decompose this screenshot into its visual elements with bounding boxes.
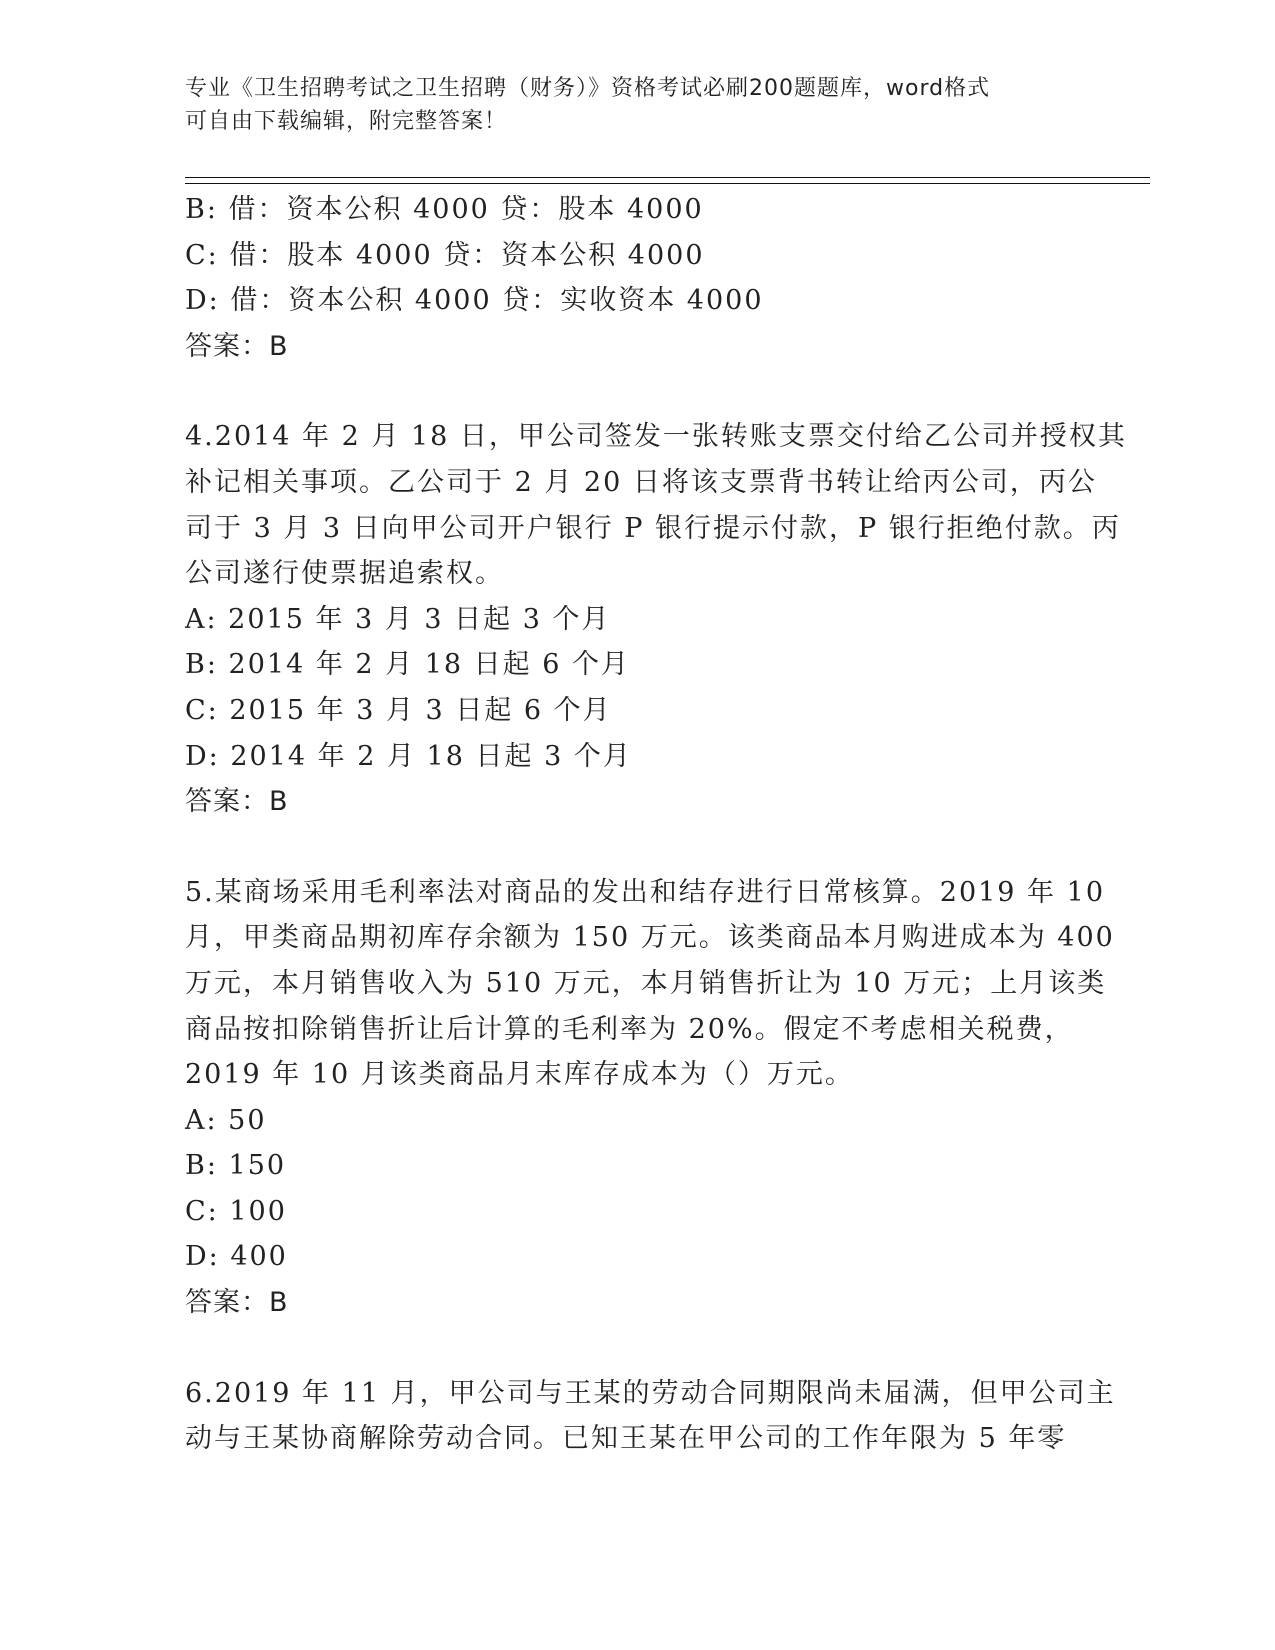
header-line-1: 专业《卫生招聘考试之卫生招聘（财务）》资格考试必刷200题题库，word格式 <box>185 76 991 101</box>
question-stem-line: 2019 年 10 月该类商品月末库存成本为（）万元。 <box>185 1059 854 1091</box>
question-stem-line: 补记相关事项。乙公司于 2 月 20 日将该支票背书转让给丙公司，丙公 <box>185 466 1097 498</box>
document-body <box>185 187 1127 1462</box>
header-rule-bottom <box>185 183 1150 184</box>
option-b: B: 借：资本公积 4000 贷：股本 4000 <box>185 194 704 225</box>
question-stem-line: 月，甲类商品期初库存余额为 150 万元。该类商品本月购进成本为 400 <box>185 922 1115 954</box>
question-stem-line: 司于 3 月 3 日向甲公司开户银行 P 银行提示付款，P 银行拒绝付款。丙 <box>185 512 1121 544</box>
question-3-tail <box>185 187 1085 369</box>
page-header <box>185 72 1065 138</box>
question-stem-line: 万元，本月销售收入为 510 万元，本月销售折让为 10 万元；上月该类 <box>185 967 1107 999</box>
option-d: D: 2014 年 2 月 18 日起 3 个月 <box>185 740 632 772</box>
answer: 答案：B <box>185 330 289 362</box>
option-c: C: 借：股本 4000 贷：资本公积 4000 <box>185 239 705 271</box>
option-b: B: 150 <box>185 1150 287 1182</box>
header-line-2: 可自由下载编辑，附完整答案！ <box>185 109 508 134</box>
question-5 <box>185 870 1115 1326</box>
question-stem-line: 商品按扣除销售折让后计算的毛利率为 20%。假定不考虑相关税费， <box>185 1013 1074 1045</box>
header-rule-top <box>185 177 1150 178</box>
option-d: D: 借：资本公积 4000 贷：实收资本 4000 <box>185 285 764 317</box>
option-a: A: 2015 年 3 月 3 日起 3 个月 <box>185 603 611 635</box>
option-c: C: 2015 年 3 月 3 日起 6 个月 <box>185 694 612 726</box>
question-6 <box>185 1371 1116 1462</box>
question-stem-line: 4.2014 年 2 月 18 日，甲公司签发一张转账支票交付给乙公司并授权其 <box>185 421 1127 453</box>
option-b: B: 2014 年 2 月 18 日起 6 个月 <box>185 649 631 681</box>
question-stem-line: 动与王某协商解除劳动合同。已知王某在甲公司的工作年限为 5 年零 <box>185 1423 1067 1455</box>
question-stem-line: 6.2019 年 11 月，甲公司与王某的劳动合同期限尚未届满，但甲公司主 <box>185 1377 1116 1409</box>
question-4 <box>185 414 1127 824</box>
option-c: C: 100 <box>185 1195 287 1227</box>
answer: 答案：B <box>185 786 289 818</box>
option-a: A: 50 <box>185 1104 267 1136</box>
question-stem-line: 公司遂行使票据追索权。 <box>185 558 504 590</box>
answer: 答案：B <box>185 1287 289 1319</box>
option-d: D: 400 <box>185 1241 288 1273</box>
question-stem-line: 5.某商场采用毛利率法对商品的发出和结存进行日常核算。2019 年 10 <box>185 876 1105 908</box>
